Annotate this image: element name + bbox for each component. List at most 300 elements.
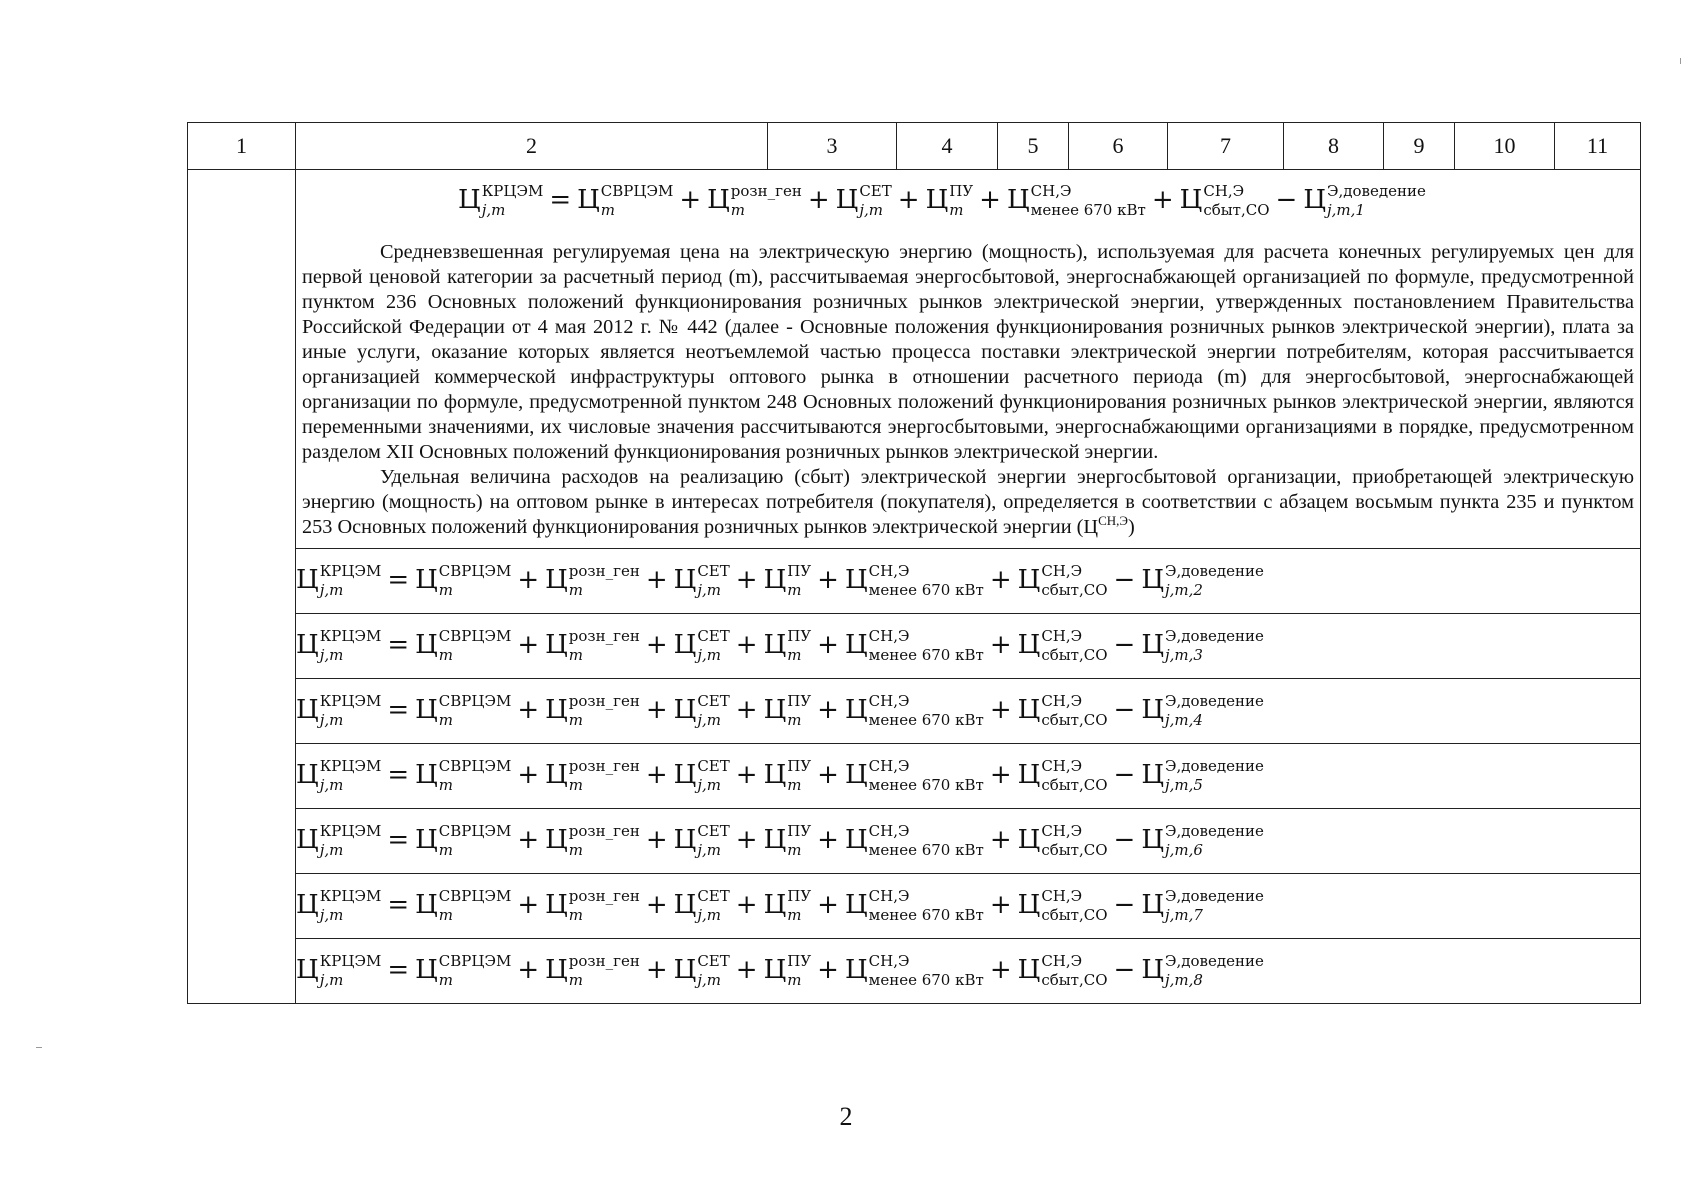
formula-symbol: Ц [1179,185,1203,215]
formula-scripts [569,952,640,990]
paragraph-sales-cost-end: ) [1127,516,1135,538]
formula-term-lhs [296,692,382,729]
formula-operator: + [645,890,668,920]
formula-operator: + [645,695,668,725]
formula-row [188,939,1641,1004]
formula-term-t3 [673,692,730,729]
formula-symbol: Ц [1006,185,1030,215]
formula-superscript: СН,Э [1041,822,1083,840]
formula-superscript: Э,доведение [1165,692,1264,710]
formula-superscript: СН,Э [1041,627,1083,645]
formula-row [188,874,1641,939]
formula-superscript: СВРЦЭМ [600,182,674,200]
formula-symbol: Ц [296,890,319,920]
formula-superscript: КРЦЭМ [319,757,382,775]
formula-term-t6 [1017,627,1108,664]
formula-term-t7 [1141,627,1264,664]
formula-line [296,679,1641,744]
formula-subscript: менее 670 кВт [868,776,984,794]
formula-term-lhs [296,757,382,794]
formula-term-t6 [1017,822,1108,859]
formula-superscript: СВРЦЭМ [438,562,512,580]
tariff-table [187,122,1641,1004]
formula-operator: + [989,760,1012,790]
body-row [188,170,1641,549]
formula-symbol: Ц [415,825,438,855]
formula-symbol: Ц [545,955,568,985]
formula-term-t1 [415,952,512,989]
formula-scripts [697,887,729,925]
formula-superscript: розн_ген [568,822,640,840]
formula-superscript: ПУ [949,182,974,200]
formula-operator: + [645,630,668,660]
formula-superscript: СН,Э [868,887,910,905]
formula-superscript: СЕТ [859,182,892,200]
formula-scripts [859,182,891,220]
formula-term-t1 [415,822,512,859]
header-cell: 9 [1384,123,1455,170]
formula-symbol: Ц [1141,890,1165,920]
formula-subscript: m [568,581,584,599]
formula-symbol: Ц [1141,955,1165,985]
formula-operator: + [989,630,1012,660]
formula-operator: + [817,825,839,855]
formula-superscript: розн_ген [568,952,640,970]
formula-symbol: Ц [844,890,868,920]
formula-superscript: СН,Э [1041,952,1083,970]
formula-subscript: сбыт,СО [1203,201,1270,219]
formula-superscript: СН,Э [1041,887,1083,905]
formula-term-t5 [844,887,984,924]
formula-symbol: Ц [1017,890,1041,920]
formula-superscript: ПУ [787,822,812,840]
formula-operator: = [387,565,410,595]
formula-term-t4 [763,887,812,924]
formula-symbol: Ц [835,185,859,215]
formula-superscript: КРЦЭМ [319,562,382,580]
formula-term-t7 [1141,757,1264,794]
formula-scripts [869,952,984,990]
formula-superscript: Э,доведение [1165,562,1264,580]
header-row [188,123,1641,170]
formula-term-t3 [673,562,730,599]
formula-subscript: m [568,906,584,924]
formula-term-t4 [763,627,812,664]
header-cell: 10 [1455,123,1555,170]
formula-line [296,809,1641,874]
formula-superscript: СН,Э [868,822,910,840]
formula-superscript: СВРЦЭМ [438,757,512,775]
formula-symbol: Ц [296,760,319,790]
formula-line [296,614,1641,679]
formula-term-lhs [296,627,382,664]
formula-superscript: СН,Э [868,562,910,580]
formula-scripts [787,952,811,990]
formula-subscript: m [949,201,964,219]
formula-superscript: СВРЦЭМ [438,822,512,840]
formula-symbol: Ц [296,695,319,725]
formula-term-t7 [1141,952,1264,989]
formula-operator: + [989,955,1012,985]
formula-symbol: Ц [673,890,697,920]
formula-subscript: j,m [697,581,721,599]
formula-term-t3 [673,822,730,859]
formula-term-t6 [1017,562,1108,599]
formula-operator: + [735,825,758,855]
formula-operator: + [817,760,839,790]
formula-scripts [320,627,382,665]
formula-scripts [1203,182,1269,220]
formula-symbol: Ц [1017,695,1041,725]
formula-subscript: m [438,711,454,729]
formula-symbol: Ц [673,760,697,790]
formula-scripts [787,822,811,860]
formula-subscript: j,m [319,711,344,729]
formula-scripts [1165,822,1264,860]
formula-scripts [1041,692,1107,730]
formula-scripts [1041,887,1107,925]
formula-operator: + [735,955,758,985]
formula-scripts [439,822,512,860]
formula-symbol: Ц [1141,760,1165,790]
formula-operator: − [1113,760,1136,790]
formula-row [188,809,1641,874]
formula-operator: + [679,185,702,215]
formula-operator: + [735,630,758,660]
formula-symbol: Ц [296,955,319,985]
formula-operator: = [387,955,410,985]
formula-scripts [697,627,729,665]
formula-symbol: Ц [1141,695,1165,725]
formula-symbol: Ц [545,695,568,725]
formula-scripts [869,627,984,665]
formula-superscript: СН,Э [1041,757,1083,775]
formula-symbol: Ц [673,695,697,725]
formula-term-t6 [1017,952,1108,989]
formula-subscript: j,m [319,646,344,664]
formula-scripts [1031,182,1146,220]
formula-operator: + [735,695,758,725]
formula-superscript: ПУ [787,562,812,580]
formula-superscript: ПУ [787,692,812,710]
formula-operator: + [735,565,758,595]
formula-superscript: СН,Э [868,952,910,970]
formula-symbol: Ц [844,825,868,855]
formula-operator: + [989,565,1012,595]
formula-superscript: Э,доведение [1165,887,1264,905]
formula-subscript: m [600,201,616,219]
formula-subscript: m [787,906,802,924]
formula-scripts [569,562,640,600]
formula-superscript: СН,Э [1030,182,1072,200]
formula-term-t5 [844,627,984,664]
formula-scripts [569,757,640,795]
formula-subscript: j,m [319,776,344,794]
formula-scripts [439,952,512,990]
formula-subscript: m [568,646,584,664]
formula-subscript: m [438,971,454,989]
formula-symbol: Ц [673,825,697,855]
formula-superscript: Э,доведение [1165,757,1264,775]
formula-superscript: СЕТ [697,952,730,970]
formula-line [296,170,1640,230]
header-cell: 7 [1168,123,1284,170]
formula-term-t1 [415,887,512,924]
formula-subscript: j,m [319,581,344,599]
formula-symbol: Ц [545,565,568,595]
formula-symbol: Ц [707,185,730,215]
formula-row [188,614,1641,679]
formula-operator: = [387,825,410,855]
formula-symbol: Ц [296,825,319,855]
formula-scripts [787,627,811,665]
formula-subscript: m [787,776,802,794]
formula-scripts [869,822,984,860]
formula-subscript: j,m,8 [1165,971,1203,989]
formula-scripts [1041,952,1107,990]
formula-superscript: СВРЦЭМ [438,692,512,710]
formula-operator: + [817,890,839,920]
formula-scripts [439,887,512,925]
formula-operator: + [735,890,758,920]
formula-operator: − [1113,955,1136,985]
formula-symbol: Ц [673,955,697,985]
formula-superscript: КРЦЭМ [319,822,382,840]
formula-scripts [697,952,729,990]
formula-scripts [1165,692,1264,730]
formula-symbol: Ц [545,630,568,660]
formula-symbol: Ц [415,630,438,660]
formula-term-t3 [673,952,730,989]
formula-superscript: СН,Э [1041,562,1083,580]
formula-operator: + [817,565,839,595]
formula-superscript: розн_ген [568,562,640,580]
formula-term-t7 [1141,692,1264,729]
formula-term-t3 [673,627,730,664]
formula-operator: = [387,630,410,660]
formula-operator: − [1113,890,1136,920]
formula-operator: + [517,695,540,725]
formula-symbol: Ц [296,565,319,595]
formula-symbol: Ц [1017,825,1041,855]
formula-operator: + [989,695,1012,725]
formula-operator: + [517,890,540,920]
formula-term-t7 [1303,182,1426,219]
formula-operator: = [387,890,410,920]
formula-superscript: СН,Э [1203,182,1245,200]
formula-superscript: СЕТ [697,627,730,645]
scan-mark [1680,58,1681,64]
formula-operator: + [517,825,540,855]
formula-subscript: j,m,2 [1165,581,1203,599]
formula-subscript: сбыт,СО [1041,971,1108,989]
formula-term-t2 [545,952,640,989]
formula-term-t5 [1006,182,1146,219]
formula-superscript: КРЦЭМ [319,627,382,645]
formula-subscript: j,m [481,201,506,219]
formula-superscript: Э,доведение [1165,822,1264,840]
formula-symbol: Ц [763,695,787,725]
formula-superscript: СВРЦЭМ [438,627,512,645]
formula-symbol: Ц [925,185,949,215]
formula-subscript: сбыт,СО [1041,711,1108,729]
formula-subscript: m [438,581,454,599]
formula-superscript: розн_ген [568,757,640,775]
formula-operator: = [387,760,410,790]
formula-scripts [601,182,674,220]
formula-symbol: Ц [415,760,438,790]
formula-symbol: Ц [1017,760,1041,790]
formula-symbol: Ц [415,890,438,920]
formula-symbol: Ц [577,185,600,215]
formula-operator: + [645,955,668,985]
formula-term-t2 [545,822,640,859]
formula-term-t2 [545,562,640,599]
formula-symbol: Ц [763,630,787,660]
formula-operator: + [989,890,1012,920]
formula-superscript: СЕТ [697,822,730,840]
formula-scripts [439,757,512,795]
formula-subscript: менее 670 кВт [868,971,984,989]
formula-symbol: Ц [415,955,438,985]
header-cell: 5 [998,123,1069,170]
formula-symbol: Ц [415,565,438,595]
header-cell: 6 [1069,123,1168,170]
formula-scripts [787,562,811,600]
formula-subscript: j,m,6 [1165,841,1203,859]
formula-superscript: розн_ген [568,692,640,710]
formula-superscript: Э,доведение [1327,182,1426,200]
formula-superscript: КРЦЭМ [319,887,382,905]
formula-symbol: Ц [415,695,438,725]
formula-term-lhs [296,822,382,859]
formula-term-t7 [1141,822,1264,859]
formula-operator: + [1151,185,1174,215]
formula-subscript: менее 670 кВт [1030,201,1146,219]
formula-scripts [1041,562,1107,600]
formula-superscript: СН,Э [868,757,910,775]
formula-scripts [569,627,640,665]
formula-superscript: СЕТ [697,692,730,710]
formula-symbol: Ц [1017,565,1041,595]
formula-symbol: Ц [545,890,568,920]
formula-operator: + [989,825,1012,855]
formula-subscript: m [438,906,454,924]
formula-term-t3 [673,757,730,794]
formula-superscript: СВРЦЭМ [438,887,512,905]
formula-symbol: Ц [844,695,868,725]
header-cell: 11 [1555,123,1641,170]
formula-subscript: сбыт,СО [1041,906,1108,924]
formula-scripts [1327,182,1426,220]
formula-subscript: m [787,711,802,729]
header-cell: 1 [188,123,296,170]
formula-operator: + [517,565,540,595]
formula-subscript: m [787,646,802,664]
formula-scripts [1041,822,1107,860]
paragraph-sales-cost-text: Удельная величина расходов на реализацию (сбыт) электрической энергии энергосбытовой организации, приобретающей электрическую энергию (мощность) на оптовом рынке в интересах потребителя (покупателя), определяется в соответствии с абзацем восьмым пункта 235 и пунктом 253 Основных положений функционирования розничных рынков электрической энергии (Ц [302,466,1634,538]
formula-symbol: Ц [844,760,868,790]
formula-scripts [1041,757,1107,795]
formula-operator: + [645,825,668,855]
formula-superscript: СЕТ [697,887,730,905]
header-cell: 2 [296,123,768,170]
formula-row [188,679,1641,744]
formula-symbol: Ц [1303,185,1327,215]
formula-symbol: Ц [458,185,481,215]
formula-scripts [697,562,729,600]
formula-subscript: m [438,841,454,859]
row-number-cell [188,170,296,1004]
formula-scripts [482,182,544,220]
formula-scripts [1041,627,1107,665]
formula-scripts [320,822,382,860]
formula-operator: + [517,630,540,660]
formula-subscript: j,m [697,906,721,924]
formula-superscript: ПУ [787,627,812,645]
formula-subscript: j,m,7 [1165,906,1203,924]
formula-term-t5 [844,562,984,599]
formula-operator: − [1113,825,1136,855]
formula-operator: + [645,760,668,790]
formula-term-t2 [545,757,640,794]
scan-mark [36,1047,42,1048]
formula-symbol: Ц [844,955,868,985]
formula-term-t4 [925,182,974,219]
formula-line [296,744,1641,809]
formula-subscript: j,m [319,971,344,989]
formula-subscript: j,m [319,841,344,859]
formula-subscript: j,m,1 [1327,201,1365,219]
formula-term-t7 [1141,562,1264,599]
formula-superscript: розн_ген [730,182,802,200]
formula-term-lhs [296,887,382,924]
formula-term-t2 [545,887,640,924]
formula-superscript: КРЦЭМ [319,692,382,710]
formula-subscript: сбыт,СО [1041,581,1108,599]
formula-line [296,874,1641,939]
formula-symbol: Ц [1141,565,1165,595]
formula-term-t5 [844,757,984,794]
formula-term-t3 [673,887,730,924]
formula-line [296,549,1641,614]
formula-superscript: СН,Э [868,692,910,710]
formula-subscript: j,m [697,971,721,989]
formula-symbol: Ц [763,955,787,985]
formula-symbol: Ц [673,565,697,595]
formula-scripts [320,952,382,990]
formula-operator: + [517,955,540,985]
paragraph-sales-cost-sup: СН,Э [1098,513,1128,529]
formula-subscript: менее 670 кВт [868,841,984,859]
formula-subscript: m [787,971,802,989]
paragraph-price-definition: Средневзвешенная регулируемая цена на электрическую энергию (мощность), используемая для расчета конечных регулируемых цен для первой ценовой категории за расчетный период (m), рассчитываемая энергосбытовой, энергоснабжающей организацией по формуле, предусмотренной пунктом 236 Основных положений функционирования розничных рынков электрической энергии, утвержденных постановлением Правительства Российской Федерации от 4 мая 2012 г. № 442 (далее - Основные положения функционирования розничных рынков электрической энергии), плата за иные услуги, оказание которых является неотъемлемой частью процесса поставки электрической энергии потребителям, которая рассчитывается организацией коммерческой инфраструктуры оптового рынка в отношении расчетного периода (m) для энергосбытовой, энергоснабжающей организации по формуле, предусмотренной пунктом 248 Основных положений функционирования розничных рынков электрической энергии, являются переменными значениями, их числовые значения рассчитываются энергосбытовыми, энергоснабжающими организациями в порядке, предусмотренном разделом XII Основных положений функционирования розничных рынков электрической энергии. [302,241,1634,463]
formula-superscript: СЕТ [697,757,730,775]
formula-scripts [697,822,729,860]
formula-scripts [439,562,512,600]
formula-subscript: j,m [319,906,344,924]
formula-superscript: розн_ген [568,627,640,645]
formula-subscript: менее 670 кВт [868,646,984,664]
formula-operator: + [517,760,540,790]
description-text [296,230,1640,548]
formula-subscript: сбыт,СО [1041,841,1108,859]
formula-symbol: Ц [763,890,787,920]
formula-scripts [1165,952,1264,990]
description-cell [296,170,1641,549]
formula-term-t2 [545,692,640,729]
formula-subscript: j,m [859,201,883,219]
